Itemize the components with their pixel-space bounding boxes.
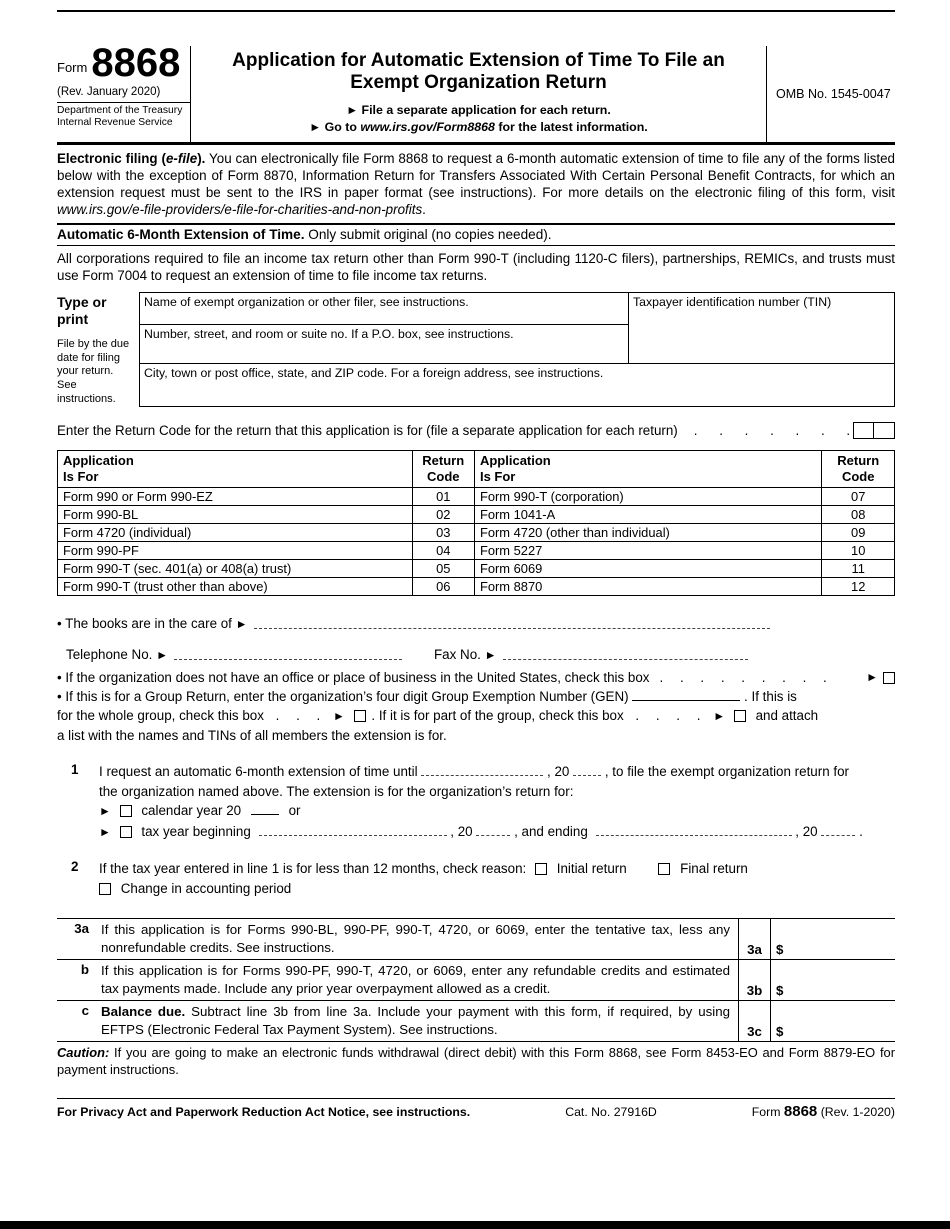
line-3c-code-cell: 3c	[738, 1001, 770, 1041]
title-block	[190, 46, 767, 142]
line-3c-row	[57, 1001, 895, 1042]
telephone-fax-line	[57, 647, 895, 662]
go-to-note	[201, 119, 756, 136]
books-care-line	[57, 616, 895, 631]
calendar-year-or: or	[288, 803, 301, 819]
omb-block	[767, 46, 895, 142]
initial-return-checkbox[interactable]	[535, 863, 547, 875]
return-code-cell: 08	[822, 506, 895, 524]
extension-year-field[interactable]	[573, 764, 601, 776]
refundable-credits-amount[interactable]	[770, 960, 895, 1000]
arrow-icon: ►	[309, 120, 322, 135]
line-1-text-d: the organization named above. The extension is for the organization’s return for:	[99, 783, 574, 799]
type-print-section	[57, 292, 895, 406]
line-3b-number: b	[80, 962, 89, 978]
separate-application-text: File a separate application for each return.	[361, 102, 611, 117]
section-header	[57, 223, 895, 246]
table-row	[58, 488, 895, 506]
file-by-note: File by the due date for filing your return. See instructions.	[57, 337, 130, 405]
line-3-table	[57, 918, 895, 1042]
top-rule	[57, 10, 895, 12]
line-3a-row	[57, 919, 895, 960]
extension-date-field[interactable]	[421, 764, 543, 776]
line-3c-lead: Balance due.	[101, 1004, 186, 1020]
omb-number: OMB No. 1545-0047	[776, 86, 891, 101]
tentative-tax-amount[interactable]	[770, 919, 895, 959]
calendar-year-text: calendar year 20	[141, 803, 242, 819]
return-code-entry	[853, 422, 895, 439]
arrow-icon: ►	[99, 804, 111, 819]
section-title: Automatic 6-Month Extension of Time.	[57, 226, 305, 242]
app-for-cell: Form 8870	[474, 578, 821, 596]
name-field-label: Name of exempt organization or other filer, see instructions.	[144, 295, 469, 310]
caution-note	[57, 1042, 895, 1082]
street-address-input[interactable]	[140, 325, 628, 363]
go-to-post: for the latest information.	[494, 120, 648, 135]
tax-year-begin-year-field[interactable]	[476, 824, 510, 836]
application-header-line1: Application	[479, 452, 551, 468]
form-number: 8868	[91, 41, 181, 85]
no-office-checkbox[interactable]	[883, 672, 895, 684]
return-code-cell: 03	[412, 524, 474, 542]
intro-paragraph: All corporations required to file an income tax return other than Form 990-T (including 1120-C filers), partnerships, REMICs, and trusts must use Form 7004 to request an extension of time to file income tax returns.	[57, 250, 895, 284]
line-3a-code-cell: 3a	[738, 919, 770, 959]
whole-group-checkbox[interactable]	[354, 710, 366, 722]
app-for-cell: Form 4720 (individual)	[58, 524, 413, 542]
organization-name-input[interactable]	[140, 293, 628, 325]
initial-return-label: Initial return	[556, 861, 627, 877]
calendar-year-field[interactable]	[251, 803, 279, 815]
application-header	[58, 450, 413, 488]
return-code-box-1[interactable]	[853, 422, 874, 439]
filer-info-box	[139, 292, 895, 406]
application-header-line2: Is For	[63, 468, 99, 484]
books-care-label: • The books are in the care of	[57, 616, 232, 632]
line-3c-text	[97, 1001, 738, 1041]
return-code-header-line1: Return	[422, 452, 465, 468]
return-code-header-line1: Return	[837, 452, 880, 468]
books-care-field[interactable]	[254, 617, 770, 629]
dollar-sign: $	[776, 1024, 784, 1040]
final-return-checkbox[interactable]	[658, 863, 670, 875]
arrow-icon: ►	[866, 670, 878, 685]
type-print-label-block	[57, 292, 139, 406]
type-print-line2: print	[57, 311, 89, 328]
return-code-header	[412, 450, 474, 488]
group-return-line-3: a list with the names and TINs of all members the extension is for.	[57, 728, 447, 744]
table-row	[58, 506, 895, 524]
city-field-label: City, town or post office, state, and ZIP code. For a foreign address, see instructions.	[144, 366, 604, 381]
footer-form-revision: (Rev. 1-2020)	[820, 1105, 895, 1120]
table-row	[58, 524, 895, 542]
city-state-zip-input[interactable]	[140, 363, 894, 405]
tax-year-text-d: , 20	[795, 823, 818, 839]
header-notes	[201, 102, 756, 137]
gen-field[interactable]	[632, 689, 740, 701]
line-1-body	[99, 762, 895, 842]
return-code-cell: 11	[822, 560, 895, 578]
group-return-text: • If this is for a Group Return, enter the organization’s four digit Group Exemption Number (GEN)	[57, 689, 629, 705]
privacy-act-notice: For Privacy Act and Paperwork Reduction Act Notice, see instructions.	[57, 1105, 471, 1120]
line-3c-body: Subtract line 3b from line 3a. Include your payment with this form, if required, by using EFTPS (Electronic Federal Tax Payment System). See instructions.	[101, 1004, 730, 1038]
go-to-pre: Go to	[324, 120, 361, 135]
caution-text: If you are going to make an electronic funds withdrawal (direct debit) with this Form 8868, see Form 8453-EO and Form 8879-EO for payment instructions.	[57, 1045, 895, 1077]
dollar-sign: $	[776, 983, 784, 999]
line-3a-body: If this application is for Forms 990-BL, 990-PF, 990-T, 4720, or 6069, enter the tentative tax, less any nonrefundable credits. See instructions.	[101, 922, 730, 956]
page-bottom-bar	[0, 1221, 950, 1229]
return-code-cell: 10	[822, 542, 895, 560]
fax-label: Fax No.	[433, 647, 481, 663]
return-code-cell: 06	[412, 578, 474, 596]
group-return-text-2: . If this is	[744, 689, 797, 705]
arrow-icon: ►	[346, 102, 359, 117]
form-header	[57, 41, 895, 145]
no-office-check-group	[866, 668, 895, 687]
table-row	[58, 578, 895, 596]
line-2-number: 2	[71, 859, 79, 875]
page-title	[201, 50, 756, 95]
agency-block	[57, 102, 190, 129]
tax-year-text-a: tax year beginning	[141, 823, 251, 839]
line-1-text-b: , 20	[547, 764, 570, 780]
arrow-icon: ►	[156, 648, 168, 663]
return-code-cell: 01	[412, 488, 474, 506]
footer-form-id	[752, 1103, 895, 1120]
no-office-line	[57, 668, 895, 687]
treasury-label: Department of the Treasury	[57, 105, 183, 116]
balance-due-amount[interactable]	[770, 1001, 895, 1041]
accounting-change-checkbox[interactable]	[99, 883, 111, 895]
group-return-line-1	[57, 687, 895, 706]
return-code-cell: 07	[822, 488, 895, 506]
arrow-icon: ►	[235, 617, 248, 632]
tin-field-label: Taxpayer identification number (TIN)	[633, 295, 832, 310]
app-for-cell: Form 990-T (sec. 401(a) or 408(a) trust)	[58, 560, 413, 578]
app-for-cell: Form 1041-A	[474, 506, 821, 524]
title-line-2: Exempt Organization Return	[350, 72, 607, 94]
form-footer	[57, 1098, 895, 1120]
efile-lead-italic: e-file	[165, 150, 198, 166]
line-2	[57, 859, 895, 898]
return-code-line	[57, 422, 895, 439]
app-for-cell: Form 990-PF	[58, 542, 413, 560]
telephone-field[interactable]	[174, 648, 402, 660]
whole-group-text: for the whole group, check this box	[57, 708, 264, 724]
app-for-cell: Form 990 or Form 990-EZ	[58, 488, 413, 506]
table-row	[58, 542, 895, 560]
tin-input[interactable]	[628, 293, 894, 363]
line-3b-body: If this application is for Forms 990-PF, 990-T, 4720, or 6069, enter any refundable credits and estimated tax payments made. Include any prior year overpayment allowed as a credit.	[101, 963, 730, 997]
return-code-table	[57, 450, 895, 597]
footer-form-number: 8868	[783, 1103, 818, 1121]
arrow-icon: ►	[713, 709, 726, 724]
application-header-line2: Is For	[479, 468, 516, 484]
arrow-icon: ►	[333, 709, 345, 724]
return-code-cell: 09	[822, 524, 895, 542]
line-3b-code-cell: 3b	[738, 960, 770, 1000]
separate-application-note	[201, 102, 756, 119]
form-word-label: Form	[57, 60, 88, 75]
calendar-year-checkbox[interactable]	[120, 805, 132, 817]
no-office-text: • If the organization does not have an office or place of business in the United States, check this box	[57, 670, 650, 686]
tax-year-end-year-field[interactable]	[821, 824, 855, 836]
line-1	[57, 762, 895, 842]
attach-text: and attach	[755, 708, 819, 724]
catalog-number: Cat. No. 27916D	[565, 1105, 657, 1120]
efile-body: You can electronically file Form 8868 to request a 6-month automatic extension of time to file any of the forms listed below with the exception of Form 8870, Information Return for Transfers Associated With Certain Personal Benefit Contracts, for which an extension request must be sent to the IRS in paper format (see instructions). For more details on the electronic filing of this form, visit	[57, 150, 896, 201]
return-code-header-line2: Code	[841, 468, 875, 484]
app-for-cell: Form 6069	[474, 560, 821, 578]
final-return-label: Final return	[680, 861, 748, 877]
group-return-line-2	[57, 706, 895, 726]
part-group-checkbox[interactable]	[734, 710, 746, 722]
return-code-box-2[interactable]	[874, 422, 895, 439]
irs-label: Internal Revenue Service	[57, 117, 173, 129]
telephone-label: Telephone No.	[66, 647, 153, 663]
efile-lead: Electronic filing (	[57, 150, 166, 166]
type-print-line1: Type or	[57, 294, 107, 311]
title-line-1: Application for Automatic Extension of Time To File an	[232, 50, 725, 71]
line-2-text: If the tax year entered in line 1 is for less than 12 months, check reason:	[99, 861, 527, 877]
return-code-cell: 12	[822, 578, 895, 596]
line-1-text-c: , to file the exempt organization return for	[604, 764, 849, 780]
street-field-label: Number, street, and room or suite no. If a P.O. box, see instructions.	[144, 327, 514, 342]
return-code-header-line2: Code	[427, 468, 460, 484]
line-1-text-a: I request an automatic 6-month extension of time until	[99, 764, 418, 780]
table-header-row	[58, 450, 895, 488]
dot-leaders: . . . . . . . . .	[659, 670, 828, 686]
line-3a-number: 3a	[74, 921, 89, 937]
line-3c-number: c	[81, 1003, 89, 1019]
table-row	[58, 560, 895, 578]
app-for-cell: Form 990-T (trust other than above)	[58, 578, 413, 596]
arrow-icon: ►	[99, 824, 111, 839]
fax-field[interactable]	[503, 648, 748, 660]
tax-year-end-field[interactable]	[596, 824, 792, 836]
tax-year-text-b: , 20	[450, 823, 473, 839]
application-header	[474, 450, 821, 488]
app-for-cell: Form 5227	[474, 542, 821, 560]
form-url-link: www.irs.gov/Form8868	[360, 120, 495, 135]
section-subtitle: Only submit original (no copies needed).	[304, 226, 552, 242]
line-3a-text	[97, 919, 738, 959]
dot-leaders: . . . .	[635, 708, 702, 724]
caution-lead: Caution:	[57, 1045, 110, 1061]
tax-year-begin-field[interactable]	[259, 824, 447, 836]
form-id-block	[57, 41, 190, 142]
dot-leaders: . . . . . . .	[693, 422, 852, 438]
part-group-text: . If it is for part of the group, check this box	[371, 708, 624, 724]
return-code-instruction: Enter the Return Code for the return that this application is for (file a separate application for each return)	[57, 422, 678, 438]
line-1-number: 1	[71, 762, 79, 778]
line-3b-text	[97, 960, 738, 1000]
line-2-body	[99, 859, 895, 898]
type-print-label	[57, 294, 133, 328]
return-code-cell: 02	[412, 506, 474, 524]
accounting-change-label: Change in accounting period	[120, 880, 292, 896]
application-header-line1: Application	[63, 452, 134, 468]
app-for-cell: Form 4720 (other than individual)	[474, 524, 821, 542]
footer-form-word: Form	[751, 1105, 781, 1120]
app-for-cell: Form 990-T (corporation)	[474, 488, 821, 506]
tax-year-checkbox[interactable]	[120, 826, 132, 838]
efile-lead-post: ).	[197, 150, 206, 166]
return-code-header	[822, 450, 895, 488]
return-code-cell: 04	[412, 542, 474, 560]
dollar-sign: $	[776, 942, 784, 958]
dot-leaders: . . .	[275, 708, 322, 724]
efile-paragraph	[57, 150, 895, 219]
app-for-cell: Form 990-BL	[58, 506, 413, 524]
efile-period: .	[422, 202, 426, 218]
line-3b-row	[57, 960, 895, 1001]
tax-year-text-e: .	[859, 823, 863, 839]
arrow-icon: ►	[484, 648, 497, 663]
form-revision: (Rev. January 2020)	[57, 86, 161, 98]
tax-year-text-c: , and ending	[514, 823, 588, 839]
efile-url-link: www.irs.gov/e-file-providers/e-file-for-charities-and-non-profits	[57, 202, 423, 218]
return-code-cell: 05	[412, 560, 474, 578]
